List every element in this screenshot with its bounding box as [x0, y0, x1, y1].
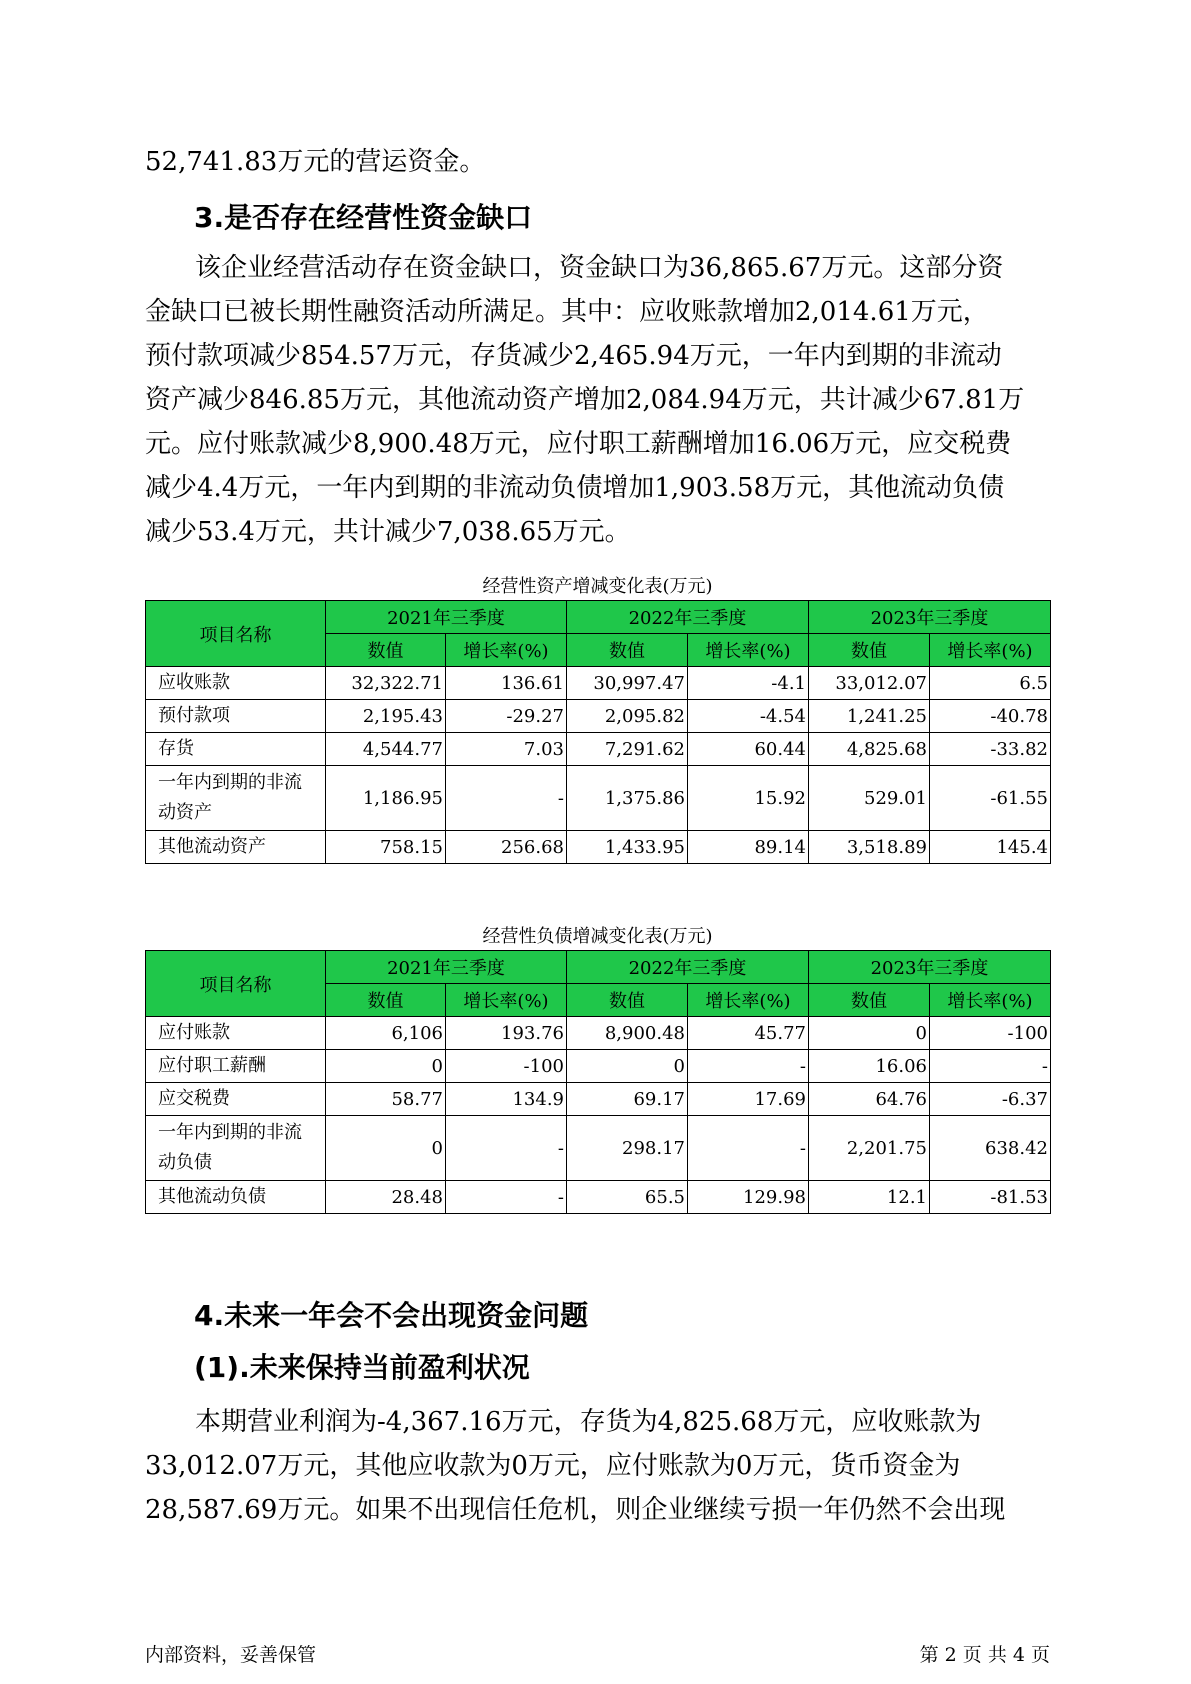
- cell-growth: 6.5: [930, 667, 1051, 700]
- cell-value: 8,900.48: [567, 1017, 688, 1050]
- growth-header: 增长率(%): [930, 634, 1051, 667]
- cell-value: 758.15: [326, 831, 446, 864]
- cell-growth: -33.82: [930, 733, 1051, 766]
- value-header: 数值: [809, 634, 930, 667]
- cell-value: 0: [326, 1116, 446, 1181]
- cell-value: 69.17: [567, 1083, 688, 1116]
- row-name: 应收账款: [146, 667, 326, 700]
- cell-growth: -: [446, 1116, 567, 1181]
- cell-value: 2,201.75: [809, 1116, 930, 1181]
- period-header: 2021年三季度: [326, 951, 567, 984]
- value-header: 数值: [809, 984, 930, 1017]
- row-name-line: 动资产: [158, 802, 212, 823]
- paragraph-line: 33,012.07万元，其他应收款为0万元，应付账款为0万元，货币资金为: [145, 1451, 961, 1481]
- cell-growth: 129.98: [688, 1181, 809, 1214]
- period-header: 2023年三季度: [809, 601, 1051, 634]
- cell-value: 3,518.89: [809, 831, 930, 864]
- cell-value: 4,544.77: [326, 733, 446, 766]
- cell-value: 1,375.86: [567, 766, 688, 831]
- cell-value: 30,997.47: [567, 667, 688, 700]
- cell-value: 4,825.68: [809, 733, 930, 766]
- value-header: 数值: [326, 634, 446, 667]
- row-name-line: 一年内到期的非流: [158, 1122, 302, 1143]
- growth-header: 增长率(%): [688, 634, 809, 667]
- cell-growth: -6.37: [930, 1083, 1051, 1116]
- table-row: [146, 733, 1051, 766]
- table-row: [146, 1050, 1051, 1083]
- row-name: 应付职工薪酬: [146, 1050, 326, 1083]
- cell-growth: -: [446, 766, 567, 831]
- cell-growth: 60.44: [688, 733, 809, 766]
- paragraph-line: 预付款项减少854.57万元，存货减少2,465.94万元，一年内到期的非流动: [145, 341, 1002, 371]
- footer-page-number: 第 2 页 共 4 页: [919, 1644, 1050, 1666]
- cell-growth: 7.03: [446, 733, 567, 766]
- cell-growth: -: [446, 1181, 567, 1214]
- cell-growth: 136.61: [446, 667, 567, 700]
- section-4-heading: 4.未来一年会不会出现资金问题: [194, 1299, 589, 1332]
- table-row: [146, 1181, 1051, 1214]
- cell-value: 1,241.25: [809, 700, 930, 733]
- table-row: [146, 1116, 1051, 1181]
- row-name: 其他流动负债: [146, 1181, 326, 1214]
- row-name-line: 动负债: [158, 1152, 212, 1173]
- table-row: [146, 667, 1051, 700]
- cell-value: 65.5: [567, 1181, 688, 1214]
- paragraph-line: 资产减少846.85万元，其他流动资产增加2,084.94万元，共计减少67.81万: [145, 385, 1025, 415]
- item-name-header: 项目名称: [146, 951, 326, 1017]
- item-name-header: 项目名称: [146, 601, 326, 667]
- period-header: 2022年三季度: [567, 951, 809, 984]
- section-3-paragraph: [145, 246, 1050, 554]
- row-name: 其他流动资产: [146, 831, 326, 864]
- row-name-line: 一年内到期的非流: [158, 772, 302, 793]
- period-header: 2022年三季度: [567, 601, 809, 634]
- row-name: 存货: [146, 733, 326, 766]
- cell-growth: -: [688, 1050, 809, 1083]
- cell-growth: -4.54: [688, 700, 809, 733]
- section-3-heading: 3.是否存在经营性资金缺口: [194, 201, 533, 234]
- cell-value: 0: [809, 1017, 930, 1050]
- cell-value: 28.48: [326, 1181, 446, 1214]
- paragraph-line: 元。应付账款减少8,900.48万元，应付职工薪酬增加16.06万元，应交税费: [145, 429, 1012, 459]
- cell-growth: 256.68: [446, 831, 567, 864]
- cell-value: 1,186.95: [326, 766, 446, 831]
- intro-paragraph: [145, 140, 1050, 184]
- cell-value: 2,095.82: [567, 700, 688, 733]
- liability-table-caption: 经营性负债增减变化表(万元): [482, 926, 713, 947]
- period-header: 2023年三季度: [809, 951, 1051, 984]
- value-header: 数值: [567, 634, 688, 667]
- cell-value: 58.77: [326, 1083, 446, 1116]
- cell-growth: -61.55: [930, 766, 1051, 831]
- asset-change-table: [145, 600, 1051, 864]
- value-header: 数值: [567, 984, 688, 1017]
- cell-growth: -100: [930, 1017, 1051, 1050]
- paragraph-line: 该企业经营活动存在资金缺口，资金缺口为36,865.67万元。这部分资: [195, 253, 1004, 283]
- paragraph-line: 本期营业利润为-4,367.16万元，存货为4,825.68万元，应收账款为: [195, 1407, 982, 1437]
- paragraph-line: 52,741.83万元的营运资金。: [145, 147, 486, 177]
- row-name: [146, 766, 326, 831]
- growth-header: 增长率(%): [930, 984, 1051, 1017]
- section-4-subheading: (1).未来保持当前盈利状况: [194, 1351, 530, 1384]
- cell-growth: 89.14: [688, 831, 809, 864]
- table-row: [146, 766, 1051, 831]
- cell-value: 298.17: [567, 1116, 688, 1181]
- paragraph-line: 减少53.4万元，共计减少7,038.65万元。: [145, 517, 631, 547]
- row-name: 应交税费: [146, 1083, 326, 1116]
- paragraph-line: 28,587.69万元。如果不出现信任危机，则企业继续亏损一年仍然不会出现: [145, 1495, 1006, 1525]
- section-4-paragraph: [145, 1400, 1050, 1532]
- period-header: 2021年三季度: [326, 601, 567, 634]
- paragraph-line: 减少4.4万元，一年内到期的非流动负债增加1,903.58万元，其他流动负债: [145, 473, 1005, 503]
- cell-growth: -40.78: [930, 700, 1051, 733]
- growth-header: 增长率(%): [446, 984, 567, 1017]
- row-name: [146, 1116, 326, 1181]
- liability-change-table: [145, 950, 1051, 1214]
- cell-value: 0: [326, 1050, 446, 1083]
- cell-growth: 15.92: [688, 766, 809, 831]
- cell-value: 16.06: [809, 1050, 930, 1083]
- table-row: [146, 700, 1051, 733]
- cell-growth: 638.42: [930, 1116, 1051, 1181]
- cell-value: 32,322.71: [326, 667, 446, 700]
- cell-growth: 145.4: [930, 831, 1051, 864]
- paragraph-line: 金缺口已被长期性融资活动所满足。其中：应收账款增加2,014.61万元，: [145, 297, 989, 327]
- cell-value: 7,291.62: [567, 733, 688, 766]
- cell-value: 64.76: [809, 1083, 930, 1116]
- cell-growth: -29.27: [446, 700, 567, 733]
- footer-confidential-note: 内部资料，妥善保管: [145, 1644, 317, 1666]
- cell-growth: -81.53: [930, 1181, 1051, 1214]
- cell-growth: -: [688, 1116, 809, 1181]
- cell-value: 0: [567, 1050, 688, 1083]
- cell-growth: 17.69: [688, 1083, 809, 1116]
- row-name: 应付账款: [146, 1017, 326, 1050]
- table-row: [146, 1017, 1051, 1050]
- row-name: 预付款项: [146, 700, 326, 733]
- cell-growth: 193.76: [446, 1017, 567, 1050]
- growth-header: 增长率(%): [688, 984, 809, 1017]
- cell-growth: 134.9: [446, 1083, 567, 1116]
- table-row: [146, 831, 1051, 864]
- cell-value: 2,195.43: [326, 700, 446, 733]
- growth-header: 增长率(%): [446, 634, 567, 667]
- cell-growth: -: [930, 1050, 1051, 1083]
- cell-value: 6,106: [326, 1017, 446, 1050]
- cell-value: 12.1: [809, 1181, 930, 1214]
- cell-value: 33,012.07: [809, 667, 930, 700]
- cell-value: 1,433.95: [567, 831, 688, 864]
- table-row: [146, 1083, 1051, 1116]
- cell-growth: -100: [446, 1050, 567, 1083]
- cell-growth: -4.1: [688, 667, 809, 700]
- value-header: 数值: [326, 984, 446, 1017]
- cell-growth: 45.77: [688, 1017, 809, 1050]
- asset-table-caption: 经营性资产增减变化表(万元): [482, 576, 713, 597]
- cell-value: 529.01: [809, 766, 930, 831]
